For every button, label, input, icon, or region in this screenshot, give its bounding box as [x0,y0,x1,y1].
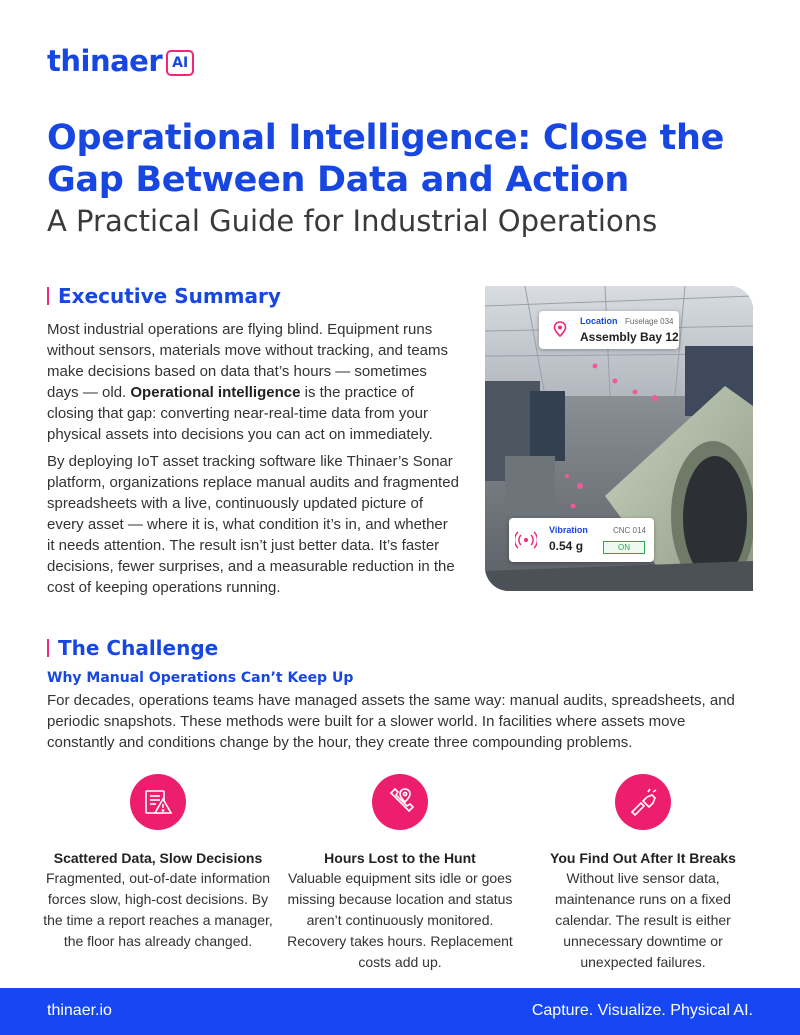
summary-p1-bold: Operational intelligence [130,384,301,401]
problem-text: Valuable equipment sits idle or goes missing because location and status aren’t continuously monitored. Recovery takes hours. Replacement costs add up. [287,870,513,970]
footer-tagline: Capture. Visualize. Physical AI. [531,1002,753,1019]
vibration-signal-icon [515,529,537,551]
wrench-location-icon [372,774,428,830]
challenge-heading-text: The Challenge [58,636,219,660]
problem-title: You Find Out After It Breaks [550,850,736,866]
problem-title: Scattered Data, Slow Decisions [53,850,263,866]
problem-title: Hours Lost to the Hunt [324,850,476,866]
brand-wordmark: thinaer [47,44,163,78]
location-pin-icon [553,321,567,337]
footer-website-link[interactable]: thinaer.io [47,1002,112,1019]
brand-logo [47,44,194,78]
footer-bar [0,988,800,1035]
vibration-tag-label: Vibration [549,525,588,535]
scattered-data-icon [130,774,186,830]
executive-summary-heading [47,284,281,308]
challenge-heading [47,636,218,660]
location-tag-value: Assembly Bay 12 [580,330,679,344]
section-accent-bar [47,639,49,657]
page-subtitle: A Practical Guide for Industrial Operations [47,204,658,238]
page-title: Operational Intelligence: Close the Gap Between Data and Action [47,118,725,200]
problem-card-hours-lost [285,774,515,973]
executive-summary-heading-text: Executive Summary [58,284,281,308]
summary-p1-part-b: is the practice of closing that gap: converting near-real-time data from your physical assets into decisions you can act on immediately. [47,384,433,443]
executive-summary-paragraph-2: By deploying IoT asset tracking software like Thinaer’s Sonar platform, organizations replace manual audits and fragmented spreadsheets with a live, continuously updated picture of every asset — where it is, what condition it’s in, and whether it needs attention. The result isn’t just better data. It’s faster decisions, fewer surprises, and a measurable reduction in the cost of keeping operations running. [47,453,459,596]
vibration-tag-meta: CNC 014 [613,526,646,535]
brand-ai-badge: AI [166,50,194,76]
problem-text: Fragmented, out-of-date information forces slow, high-cost decisions. By the time a report reaches a manager, the floor has already changed. [43,870,273,949]
problem-card-scattered-data [43,774,273,952]
executive-summary-paragraph-1 [47,319,459,445]
problem-card-after-it-breaks [528,774,758,973]
vibration-tag [509,518,654,562]
broken-tool-icon [615,774,671,830]
summary-p1-part-a: Most industrial operations are flying blind. Equipment runs without sensors, materials move without tracking, and teams make decisions based on data that’s hours — sometimes days — old. [47,321,449,401]
section-accent-bar [47,287,49,305]
location-tag-label: Location [580,316,618,326]
location-tag-meta: Fuselage 034 [625,317,674,326]
vibration-tag-value: 0.54 g [549,539,584,553]
problem-text: Without live sensor data, maintenance runs on a fixed calendar. The result is either unnecessary downtime or unexpected failures. [555,870,731,970]
challenge-paragraph: For decades, operations teams have managed assets the same way: manual audits, spreadsheets, and periodic snapshots. These methods were built for a slower world. In facilities where assets move constantly and conditions change by the hour, they create three compounding problems. [47,692,735,751]
location-tag [539,311,679,349]
challenge-subheading: Why Manual Operations Can’t Keep Up [47,670,354,686]
status-badge: ON [603,541,645,554]
